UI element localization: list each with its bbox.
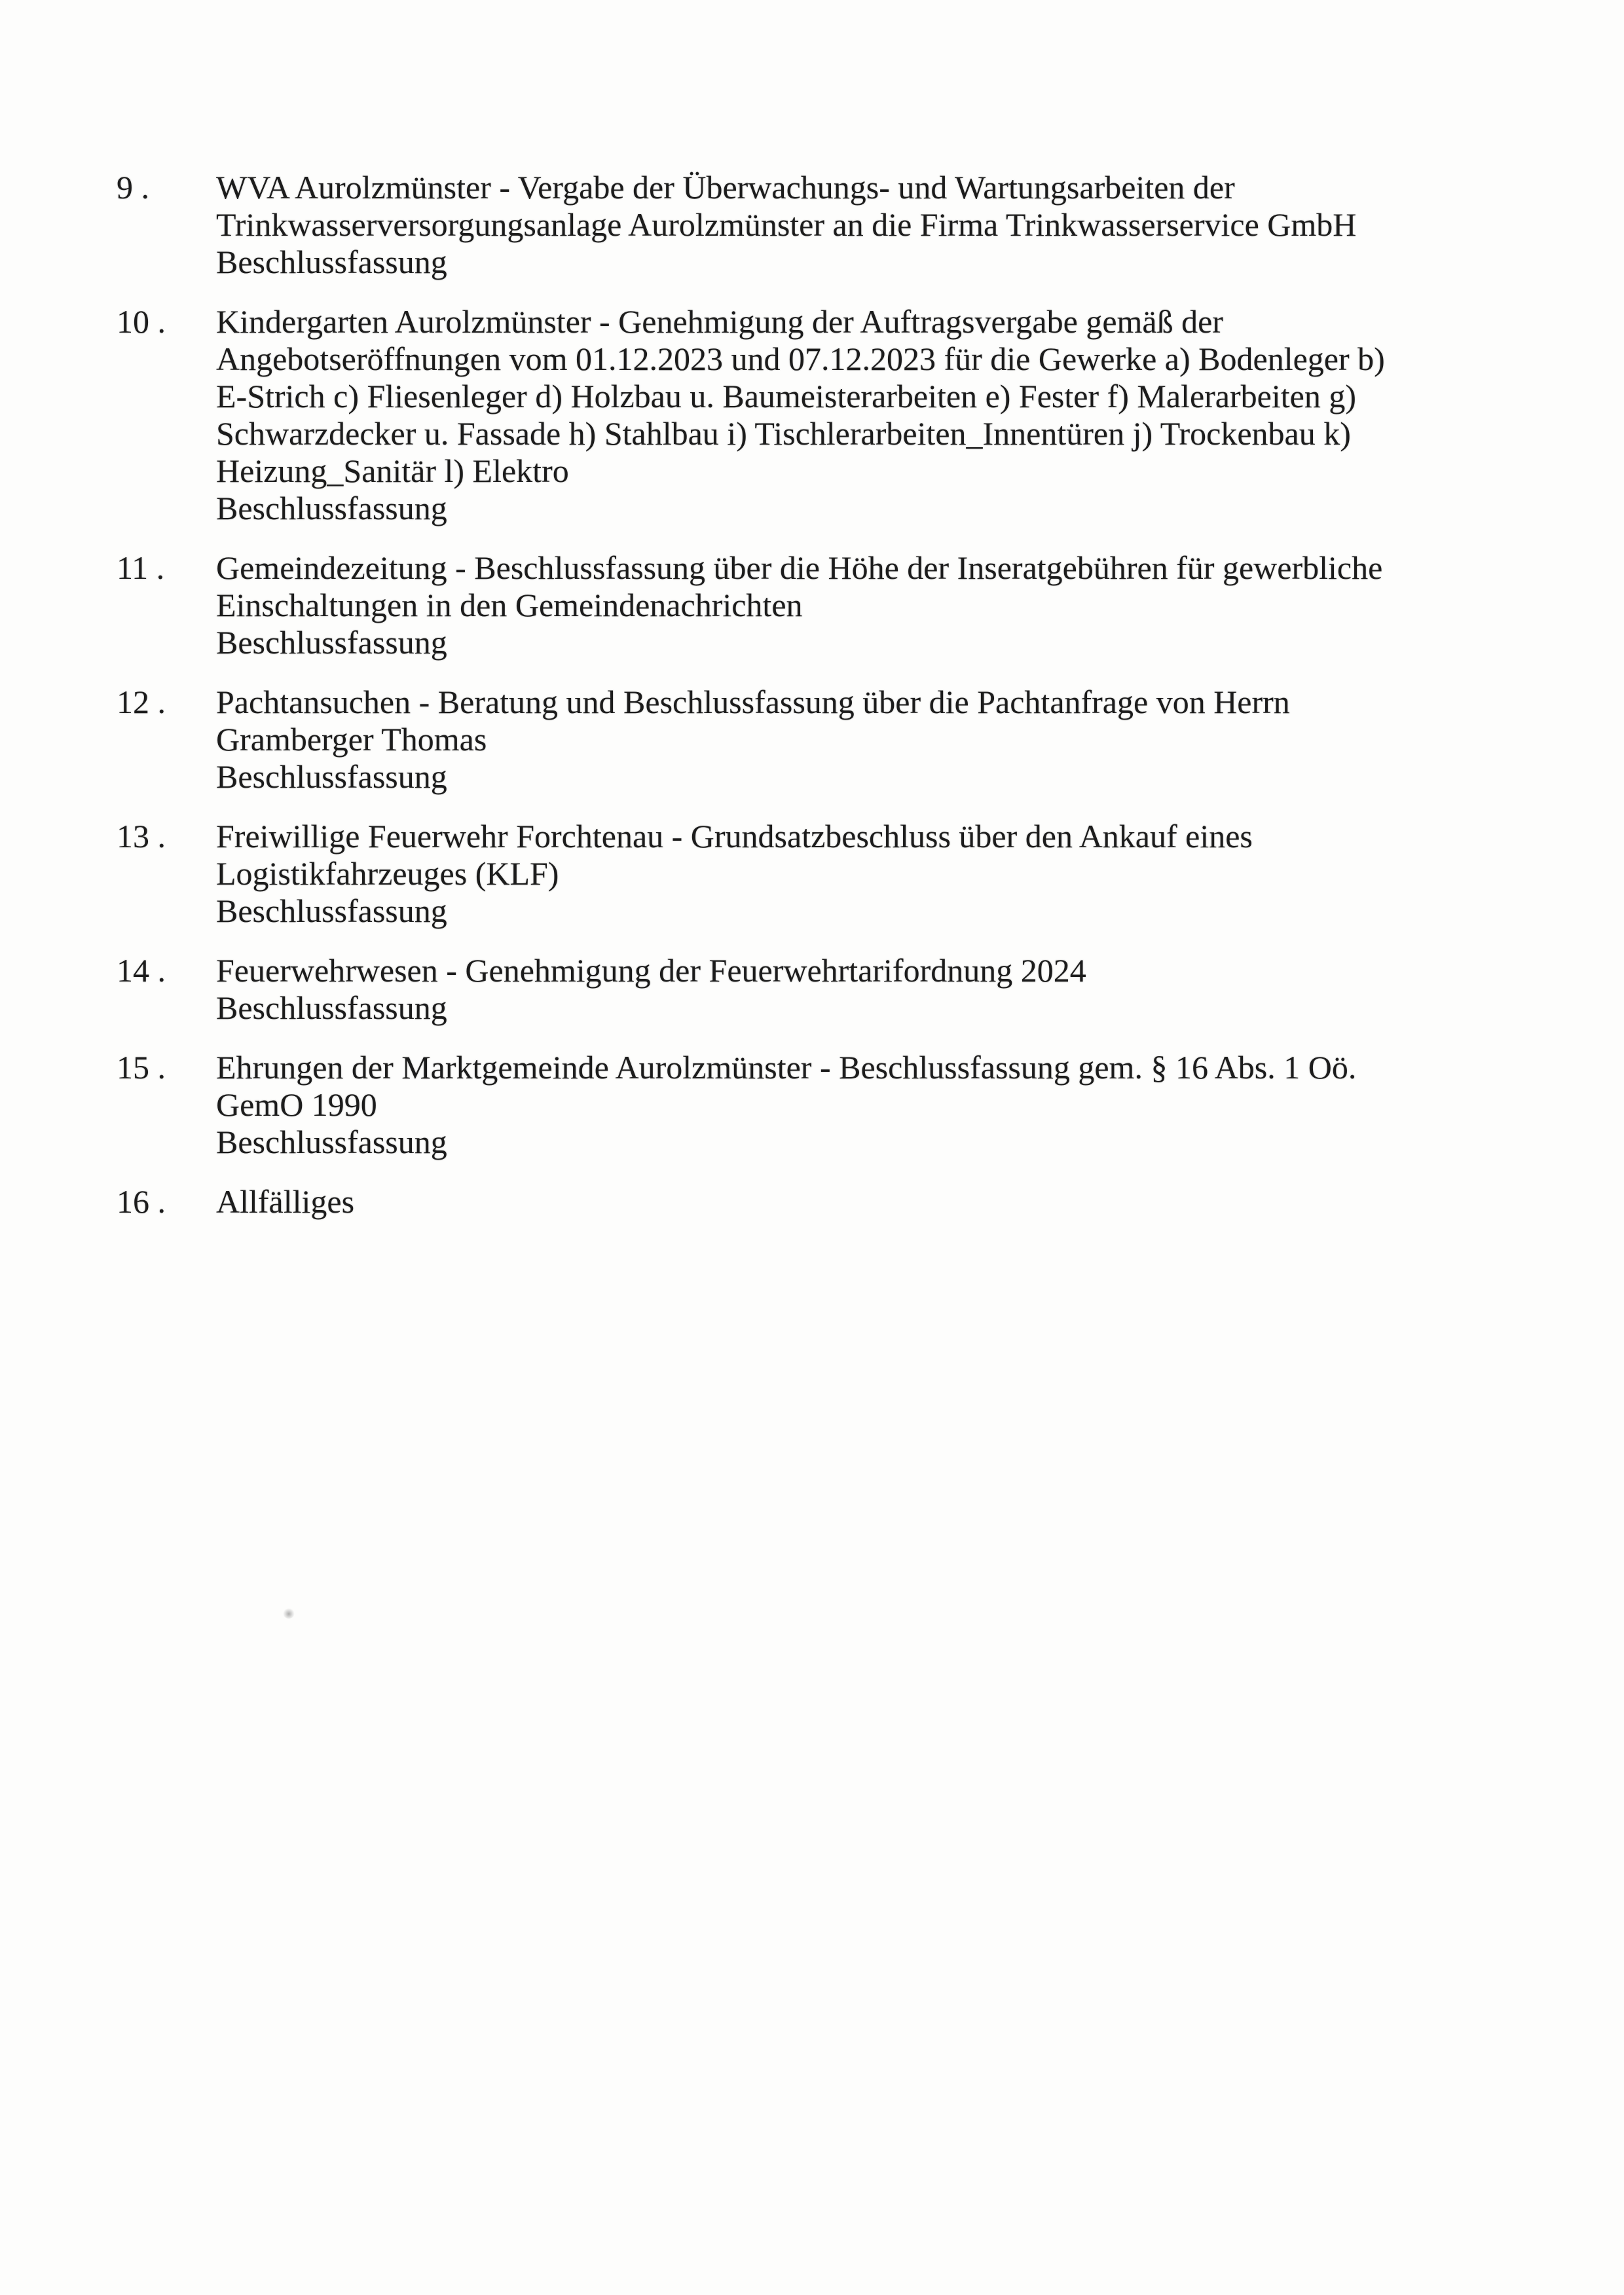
agenda-item-line: Allfälliges <box>216 1183 355 1220</box>
agenda-item-number: 14 . <box>117 952 166 989</box>
agenda-item-line: Einschaltungen in den Gemeindenachrichten <box>216 587 803 623</box>
agenda-item-resolution: Beschlussfassung <box>216 490 447 526</box>
agenda-item-number: 16 . <box>117 1183 166 1220</box>
agenda-item-line: Schwarzdecker u. Fassade h) Stahlbau i) Tischlerarbeiten_Innentüren j) Trockenbau k) <box>216 415 1351 452</box>
agenda-item-resolution: Beschlussfassung <box>216 892 447 929</box>
agenda-item-line: WVA Aurolzmünster - Vergabe der Überwachungs- und Wartungsarbeiten der <box>216 169 1235 206</box>
scan-artifact-speck <box>283 1608 295 1619</box>
agenda-item-resolution: Beschlussfassung <box>216 1124 447 1160</box>
agenda-item-line: Logistikfahrzeuges (KLF) <box>216 855 559 892</box>
agenda-item <box>117 303 1459 527</box>
agenda-item <box>117 684 1459 796</box>
agenda-item-body <box>216 818 1459 930</box>
agenda-item <box>117 1049 1459 1161</box>
agenda-item-number: 12 . <box>117 684 166 720</box>
agenda-item-line: Ehrungen der Marktgemeinde Aurolzmünster - Beschlussfassung gem. § 16 Abs. 1 Oö. <box>216 1049 1357 1086</box>
agenda-item-resolution: Beschlussfassung <box>216 244 447 280</box>
agenda-item-body <box>216 303 1459 527</box>
agenda-item-body <box>216 1049 1459 1161</box>
agenda-item <box>117 169 1459 281</box>
agenda-item-line: GemO 1990 <box>216 1086 377 1123</box>
agenda-item <box>117 818 1459 930</box>
agenda-item-line: Heizung_Sanitär l) Elektro <box>216 452 569 489</box>
agenda-item-number: 15 . <box>117 1049 166 1086</box>
agenda-item-resolution: Beschlussfassung <box>216 758 447 795</box>
agenda-item-resolution: Beschlussfassung <box>216 989 447 1026</box>
agenda-item-body <box>216 1183 1459 1221</box>
agenda-item <box>117 549 1459 661</box>
agenda-item-line: Kindergarten Aurolzmünster - Genehmigung der Auftragsvergabe gemäß der <box>216 303 1223 340</box>
agenda-list <box>117 169 1459 1243</box>
agenda-item-number: 11 . <box>117 549 165 586</box>
agenda-item-resolution: Beschlussfassung <box>216 624 447 661</box>
agenda-item-line: Feuerwehrwesen - Genehmigung der Feuerwehrtarifordnung 2024 <box>216 952 1086 989</box>
agenda-item-line: Gemeindezeitung - Beschlussfassung über die Höhe der Inseratgebühren für gewerbliche <box>216 549 1383 586</box>
agenda-item-body <box>216 549 1459 661</box>
agenda-item-number: 13 . <box>117 818 166 854</box>
agenda-item-body <box>216 169 1459 281</box>
agenda-item-line: E-Strich c) Fliesenleger d) Holzbau u. Baumeisterarbeiten e) Fester f) Malerarbeiten g) <box>216 378 1356 414</box>
agenda-item-number: 10 . <box>117 303 166 340</box>
agenda-item-line: Pachtansuchen - Beratung und Beschlussfassung über die Pachtanfrage von Herrn <box>216 684 1290 720</box>
agenda-item-body <box>216 952 1459 1027</box>
agenda-item <box>117 1183 1459 1221</box>
agenda-item-line: Gramberger Thomas <box>216 721 487 758</box>
agenda-item-line: Freiwillige Feuerwehr Forchtenau - Grundsatzbeschluss über den Ankauf eines <box>216 818 1253 854</box>
agenda-item-line: Trinkwasserversorgungsanlage Aurolzmünster an die Firma Trinkwasserservice GmbH <box>216 206 1357 243</box>
agenda-item-number: 9 . <box>117 169 149 206</box>
agenda-item-line: Angebotseröffnungen vom 01.12.2023 und 07.12.2023 für die Gewerke a) Bodenleger b) <box>216 340 1385 377</box>
agenda-item <box>117 952 1459 1027</box>
agenda-item-body <box>216 684 1459 796</box>
